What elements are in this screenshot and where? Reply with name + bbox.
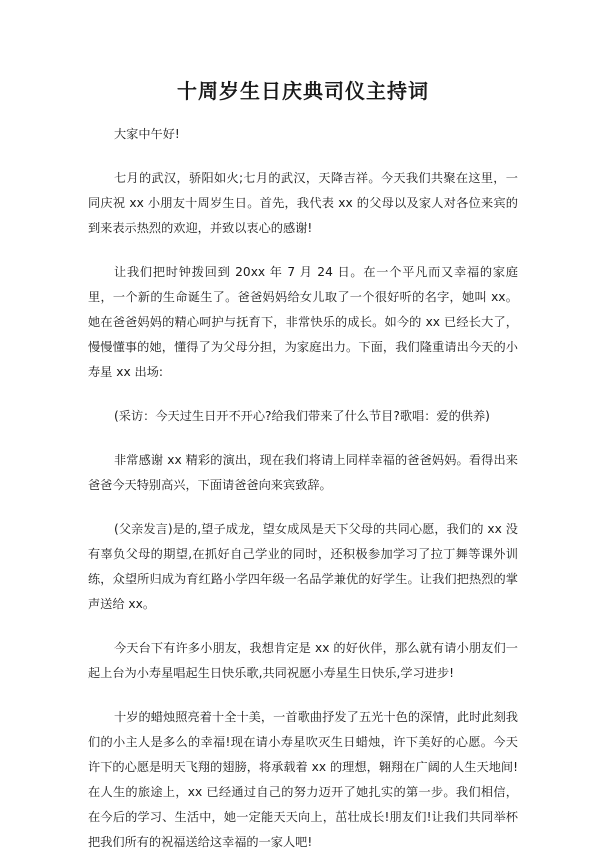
birth-story-paragraph: 让我们把时钟拨回到 20xx 年 7 月 24 日。在一个平凡而又幸福的家庭里，一个新的生命诞生了。爸爸妈妈给女儿取了一个很好听的名字，她叫 xx。她在爸爸妈妈的精心呵护与抚育下，非常快乐的成长。如今的 xx 已经长大了，慢慢懂事的她，懂得了为父母分担，为家庭出力。下面，我们隆重请出今天的小寿星 xx 出场: xyxy=(88,265,518,379)
friends-paragraph: 今天台下有许多小朋友，我想肯定是 xx 的好伙伴，那么就有请小朋友们一起上台为小寿星唱起生日快乐歌,共同祝愿小寿星生日快乐,学习进步! xyxy=(88,641,518,680)
candle-paragraph: 十岁的蜡烛照亮着十全十美，一首歌曲抒发了五光十色的深情，此时此刻我们的小主人是多么的幸福!现在请小寿星吹灭生日蜡烛，许下美好的心愿。今天许下的心愿是明天飞翔的翅膀，将承载着 xx 的理想，翱翔在广阔的人生天地间!在人生的旅途上，xx 已经通过自己的努力迈开了她扎实的第一步。我们相信，在今后的学习、生活中，她一定能天天向上，茁壮成长!朋友们!让我们共同举杯把我们所有的祝福送给这幸福的一家人吧! xyxy=(88,710,518,849)
father-speech-paragraph: (父亲发言)是的,望子成龙，望女成凤是天下父母的共同心愿，我们的 xx 没有辜负父母的期望,在抓好自己学业的同时，还积极参加学习了拉丁舞等课外训练，众望所归成为育红路小学四年级一名品学兼优的好学生。让我们把热烈的掌声送给 xx。 xyxy=(88,522,518,611)
thanks-paragraph: 非常感谢 xx 精彩的演出，现在我们将请上同样幸福的爸爸妈妈。看得出来爸爸今天特别高兴，下面请爸爸向来宾致辞。 xyxy=(88,453,518,492)
greeting-paragraph: 大家中午好! xyxy=(114,127,180,141)
opening-paragraph: 七月的武汉，骄阳如火;七月的武汉，天降吉祥。今天我们共聚在这里，一同庆祝 xx 小朋友十周岁生日。首先，我代表 xx 的父母以及家人对各位来宾的到来表示热烈的欢迎，并致以衷心的感谢! xyxy=(88,171,518,235)
interview-paragraph: (采访：今天过生日开不开心?给我们带来了什么节目?歌唱：爱的供养) xyxy=(114,409,490,423)
document-title: 十周岁生日庆典司仪主持词 xyxy=(177,79,429,103)
